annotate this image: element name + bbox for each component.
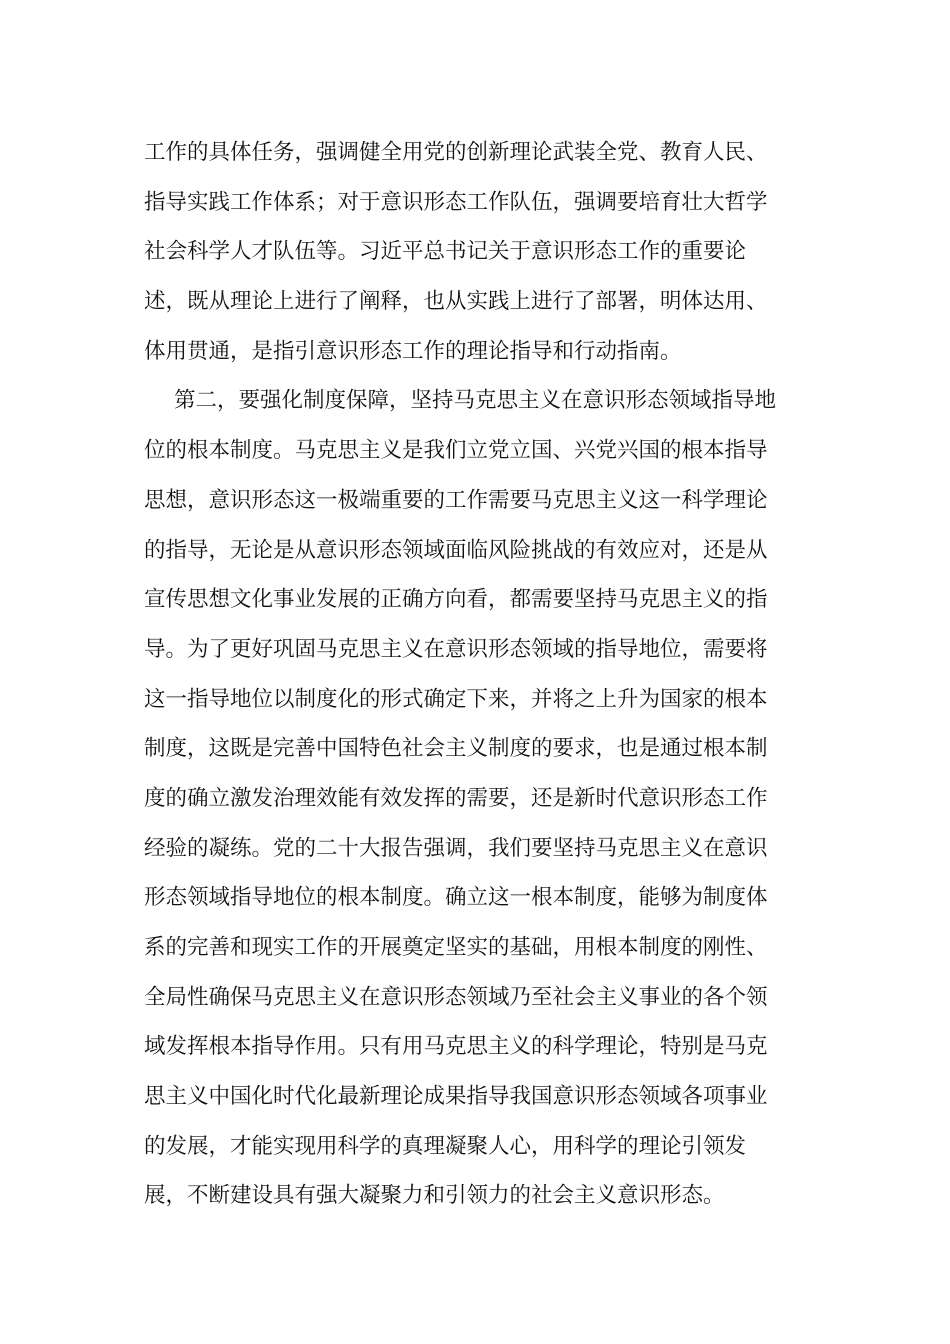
text-line: 形态领域指导地位的根本制度。确立这一根本制度，能够为制度体 xyxy=(144,885,768,911)
text-line: 全局性确保马克思主义在意识形态领域乃至社会主义事业的各个领 xyxy=(144,984,768,1010)
text-line: 的指导，无论是从意识形态领域面临风险挑战的有效应对，还是从 xyxy=(144,537,768,563)
text-line: 的发展，才能实现用科学的真理凝聚人心，用科学的理论引领发 xyxy=(144,1133,747,1159)
text-line: 社会科学人才队伍等。习近平总书记关于意识形态工作的重要论 xyxy=(144,239,747,265)
text-line: 宣传思想文化事业发展的正确方向看，都需要坚持马克思主义的指 xyxy=(144,587,768,613)
text-line: 位的根本制度。马克思主义是我们立党立国、兴党兴国的根本指导 xyxy=(144,438,768,464)
text-line: 域发挥根本指导作用。只有用马克思主义的科学理论，特别是马克 xyxy=(144,1034,768,1060)
text-line: 体用贯通，是指引意识形态工作的理论指导和行动指南。 xyxy=(144,338,682,364)
paragraph-start-line: 第二，要强化制度保障，坚持马克思主义在意识形态领域指导地 xyxy=(174,388,777,414)
text-line: 度的确立激发治理效能有效发挥的需要，还是新时代意识形态工作 xyxy=(144,785,768,811)
document-body xyxy=(144,128,809,1221)
text-line: 工作的具体任务，强调健全用党的创新理论武装全党、教育人民、 xyxy=(144,140,768,165)
text-line: 导。为了更好巩固马克思主义在意识形态领域的指导地位，需要将 xyxy=(144,636,768,662)
text-line: 制度，这既是完善中国特色社会主义制度的要求，也是通过根本制 xyxy=(144,736,768,762)
text-line: 述，既从理论上进行了阐释，也从实践上进行了部署，明体达用、 xyxy=(144,289,768,315)
text-line: 指导实践工作体系；对于意识形态工作队伍，强调要培育壮大哲学 xyxy=(144,189,768,215)
text-line: 系的完善和现实工作的开展奠定坚实的基础，用根本制度的刚性、 xyxy=(144,935,768,960)
text-line: 思主义中国化时代化最新理论成果指导我国意识形态领域各项事业 xyxy=(144,1084,768,1110)
text-line: 经验的凝练。党的二十大报告强调，我们要坚持马克思主义在意识 xyxy=(144,835,768,861)
text-line: 展，不断建设具有强大凝聚力和引领力的社会主义意识形态。 xyxy=(144,1183,725,1209)
text-line: 这一指导地位以制度化的形式确定下来，并将之上升为国家的根本 xyxy=(144,686,768,712)
text-line: 思想，意识形态这一极端重要的工作需要马克思主义这一科学理论 xyxy=(144,487,768,513)
